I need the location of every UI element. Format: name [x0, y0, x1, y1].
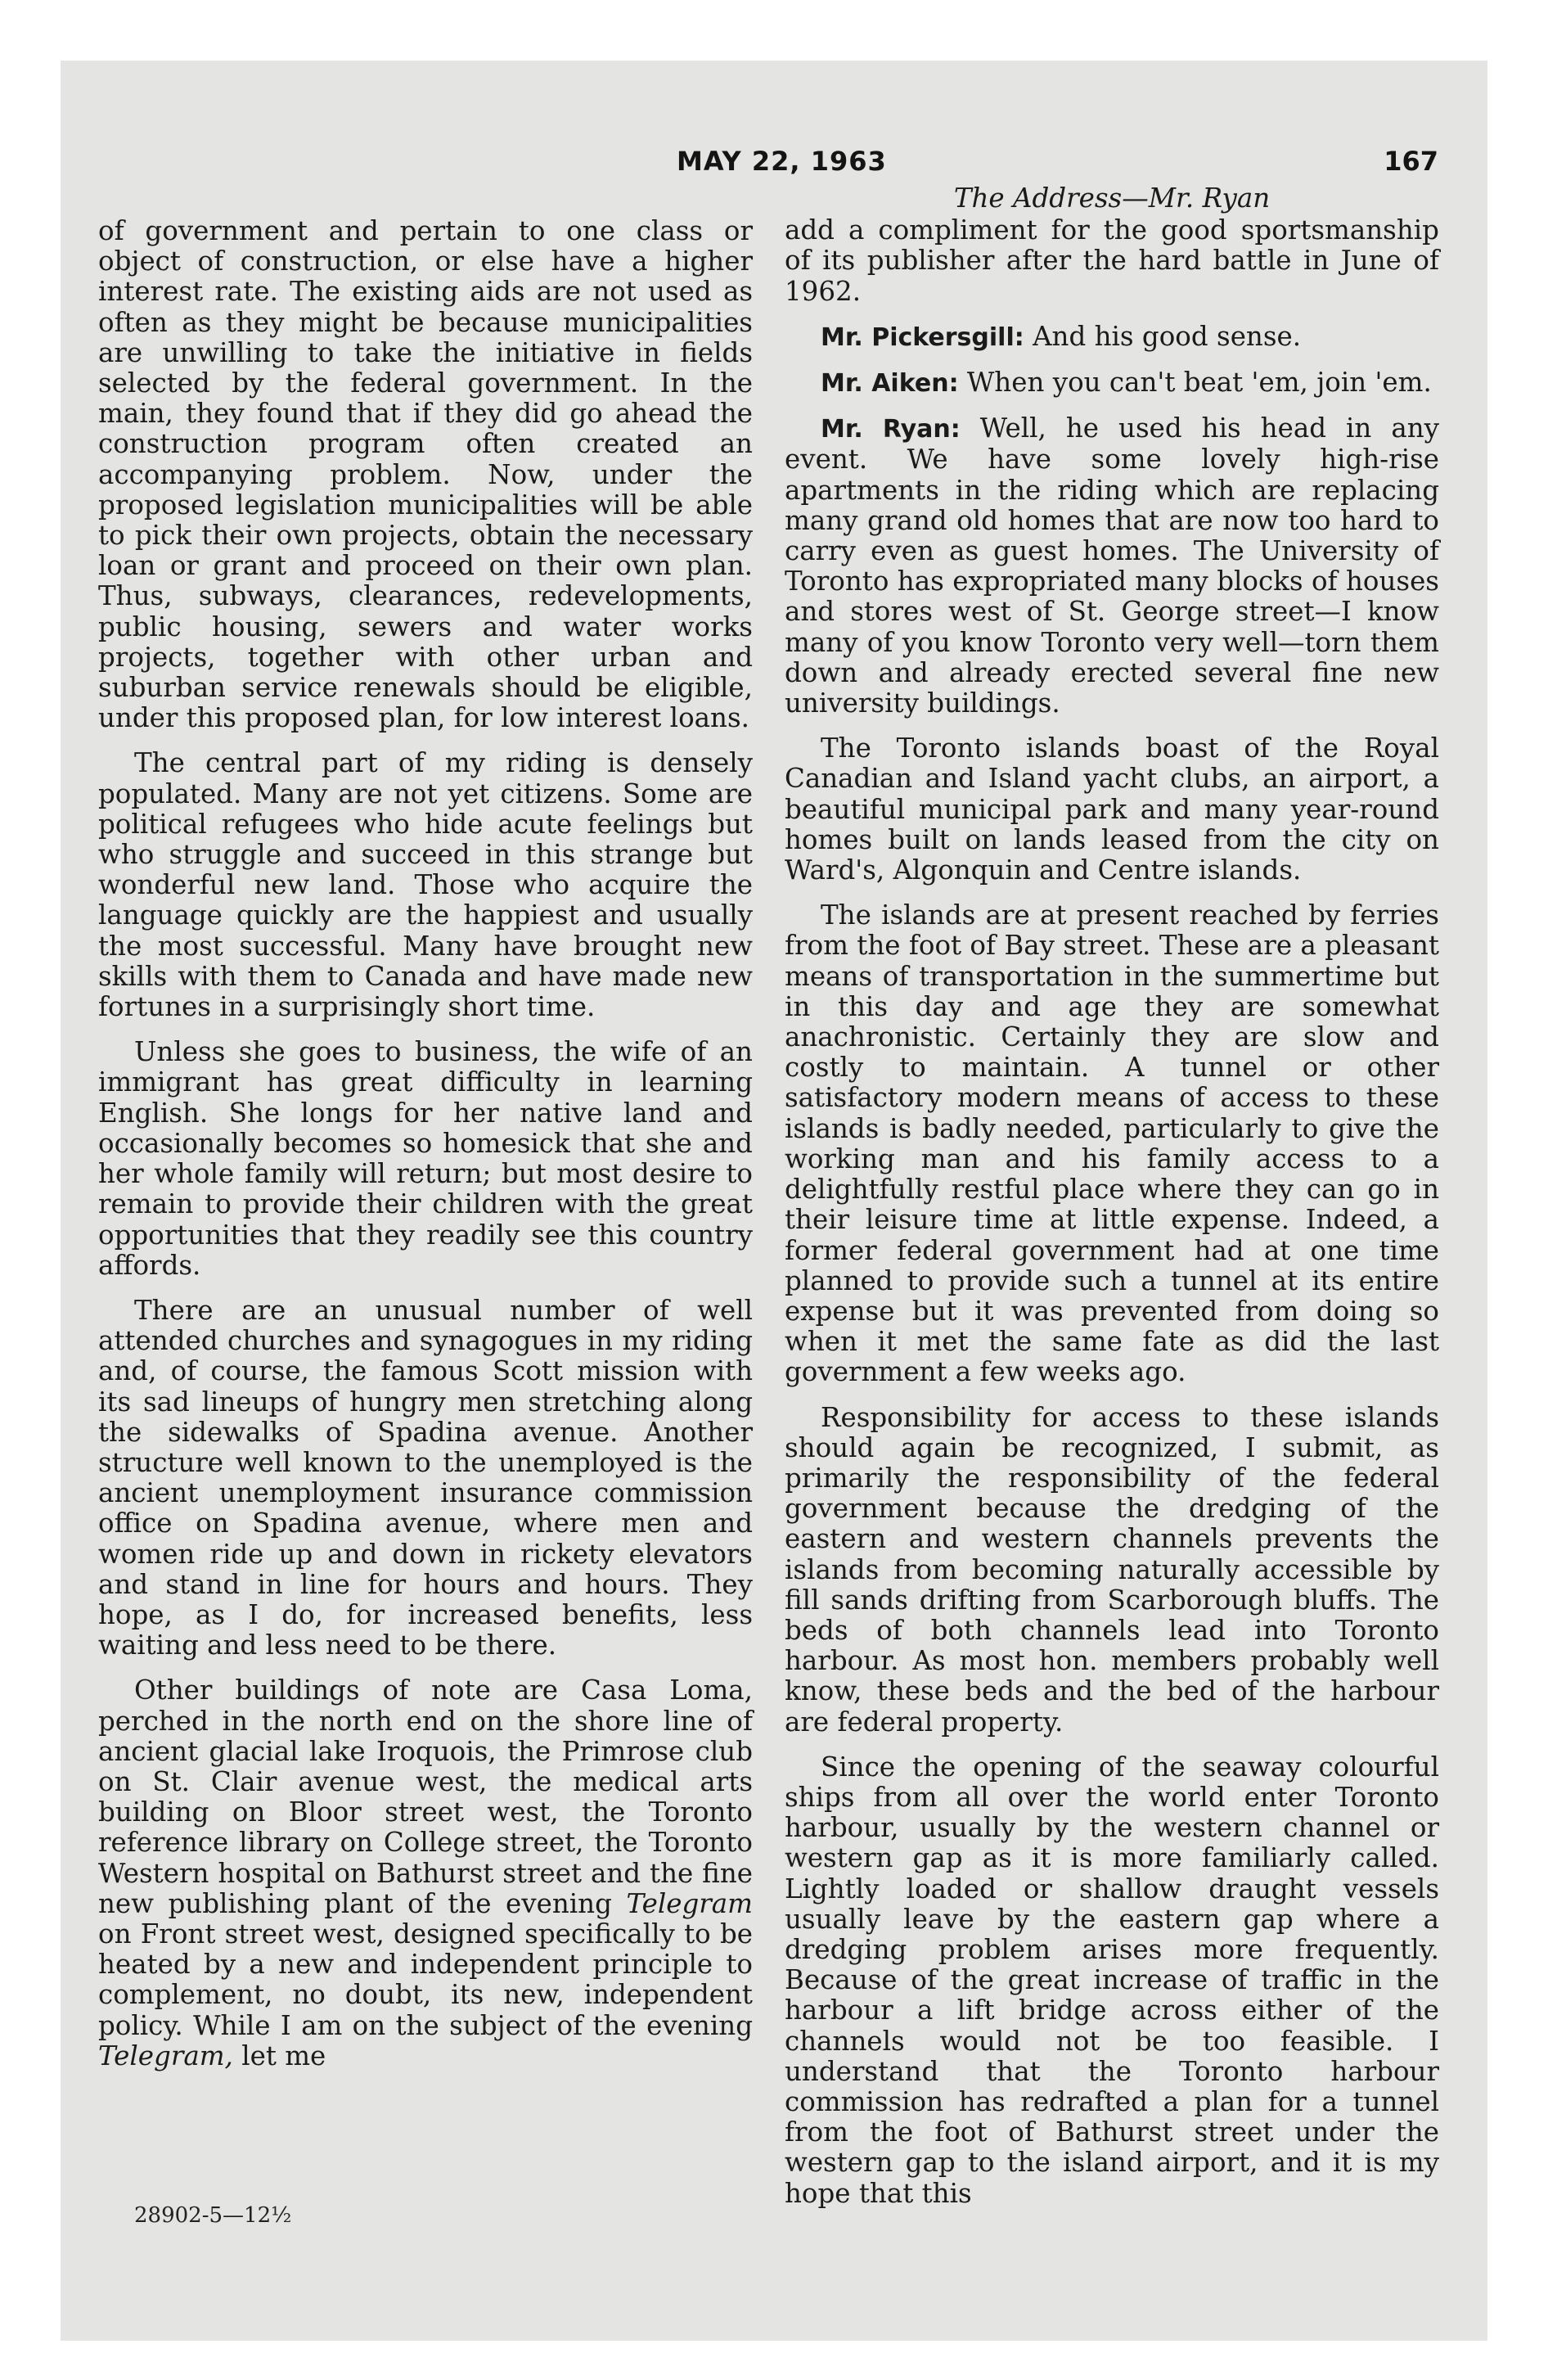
- page-date: MAY 22, 1963: [677, 146, 887, 177]
- paragraph: [98, 1675, 753, 2071]
- paragraph: The islands are at present reached by ferries from the foot of Bay street. These are a pleasant means of transportation in the summertime but in this day and age they are somewhat anachronistic. Certainly they are slow and costly to maintain. A tunnel or other satisfactory modern means of access to these islands is badly needed, particularly to give the working man and his family access to a delightfully restful place where they can go in their leisure time at little expense. Indeed, a former federal government had at one time planned to provide such a tunnel at its entire expense but it was prevented from doing so when it met the same fate as did the last government a few weeks ago.: [785, 899, 1439, 1388]
- speaker-name: Mr. Aiken:: [821, 369, 959, 399]
- paragraph: Responsibility for access to these islands should again be recognized, I submit, as primarily the responsibility of the federal government because the dredging of the eastern and western channels prevents the islands from becoming naturally accessible by fill sands drifting from Scarborough bluffs. The beds of both channels lead into Toronto harbour. As most hon. members probably well know, these beds and the bed of the harbour are federal property.: [785, 1401, 1439, 1738]
- newspaper-title: Telegram: [626, 1887, 753, 1919]
- speech-text: Well, he used his head in any event. We have some lovely high-rise apartments in the riding which are replacing many grand old homes that are now too hard to carry even as guest homes. The University of Toronto has expropriated many blocks of houses and stores west of St. George street—I know many of you know Toronto very well—torn them down and already erected several fine new university buildings.: [785, 412, 1439, 719]
- paragraph: There are an unusual number of well attended churches and synagogues in my riding and, of course, the famous Scott mission with its sad lineups of hungry men stretching along the sidewalks of Spadina avenue. Another structure well known to the unemployed is the ancient unemployment insurance commission office on Spadina avenue, where men and women ride up and down in rickety elevators and stand in line for hours and hours. They hope, as I do, for increased benefits, less waiting and less need to be there.: [98, 1294, 753, 1661]
- running-head: The Address—Mr. Ryan: [953, 183, 1271, 214]
- text-run: let me: [232, 2040, 326, 2071]
- right-column: [785, 183, 1439, 2224]
- paragraph: Unless she goes to business, the wife of an immigrant has great difficulty in learning English. She longs for her native land and occasionally becomes so homesick that she and her whole family will return; but most desire to remain to provide their children with the great opportunities that they readily see this country affords.: [98, 1036, 753, 1281]
- speech-aiken: [785, 367, 1439, 399]
- speaker-name: Mr. Ryan:: [821, 415, 961, 444]
- paragraph: The Toronto islands boast of the Royal Canadian and Island yacht clubs, an airport, a beautiful municipal park and many year-round homes built on lands leased from the city on Ward's, Algonquin and Centre islands.: [785, 732, 1439, 886]
- speech-pickersgill: [785, 322, 1439, 353]
- hansard-page: [61, 61, 1487, 2341]
- newspaper-title: Telegram,: [98, 2040, 233, 2071]
- speech-text: When you can't beat 'em, join 'em.: [958, 367, 1432, 399]
- paragraph: add a compliment for the good sportsmanship of its publisher after the hard battle in June of 1962.: [785, 214, 1439, 307]
- text-run: Other buildings of note are Casa Loma, perched in the north end on the shore line of ancient glacial lake Iroquois, the Primrose club on St. Clair avenue west, the medical arts building on Bloor street west, the Toronto reference library on College street, the Toronto Western hospital on Bathurst street and the fine new publishing plant of the evening: [98, 1675, 753, 1919]
- page-number: 167: [1384, 146, 1438, 177]
- paragraph: The central part of my riding is densely populated. Many are not yet citizens. Some are political refugees who hide acute feelings but who struggle and succeed in this strange but wonderful new land. Those who acquire the language quickly are the happiest and usually the most successful. Many have brought new skills with them to Canada and have made new fortunes in a surprisingly short time.: [98, 747, 753, 1023]
- paragraph: Since the opening of the seaway colourful ships from all over the world enter Toronto harbour, usually by the western channel or western gap as it is more familiarly called. Lightly loaded or shallow draught vessels usually leave by the eastern gap where a dredging problem arises more frequently. Because of the great increase of traffic in the harbour a lift bridge across either of the channels would not be too feasible. I understand that the Toronto harbour commission has redrafted a plan for a tunnel from the foot of Bathurst street under the western gap to the island airport, and it is my hope that this: [785, 1751, 1439, 2209]
- print-code-footnote: 28902-5—12½: [134, 2203, 292, 2228]
- left-column: [98, 216, 753, 2086]
- paragraph: of government and pertain to one class or object of construction, or else have a higher interest rate. The existing aids are not used as often as they might be because municipalities are unwilling to take the initiative in fields selected by the federal government. In the main, they found that if they did go ahead the construction program often created an accompanying problem. Now, under the proposed legislation municipalities will be able to pick their own projects, obtain the necessary loan or grant and proceed on their own plan. Thus, subways, clearances, redevelopments, public housing, sewers and water works projects, together with other urban and suburban service renewals should be eligible, under this proposed plan, for low interest loans.: [98, 215, 753, 734]
- speech-text: And his good sense.: [1024, 320, 1302, 352]
- speech-ryan: [785, 413, 1439, 719]
- speaker-name: Mr. Pickersgill:: [821, 322, 1024, 352]
- text-run: on Front street west, designed specifically to be heated by a new and independent principle to complement, no doubt, its new, independent policy. While I am on the subject of the evening: [98, 1918, 753, 2041]
